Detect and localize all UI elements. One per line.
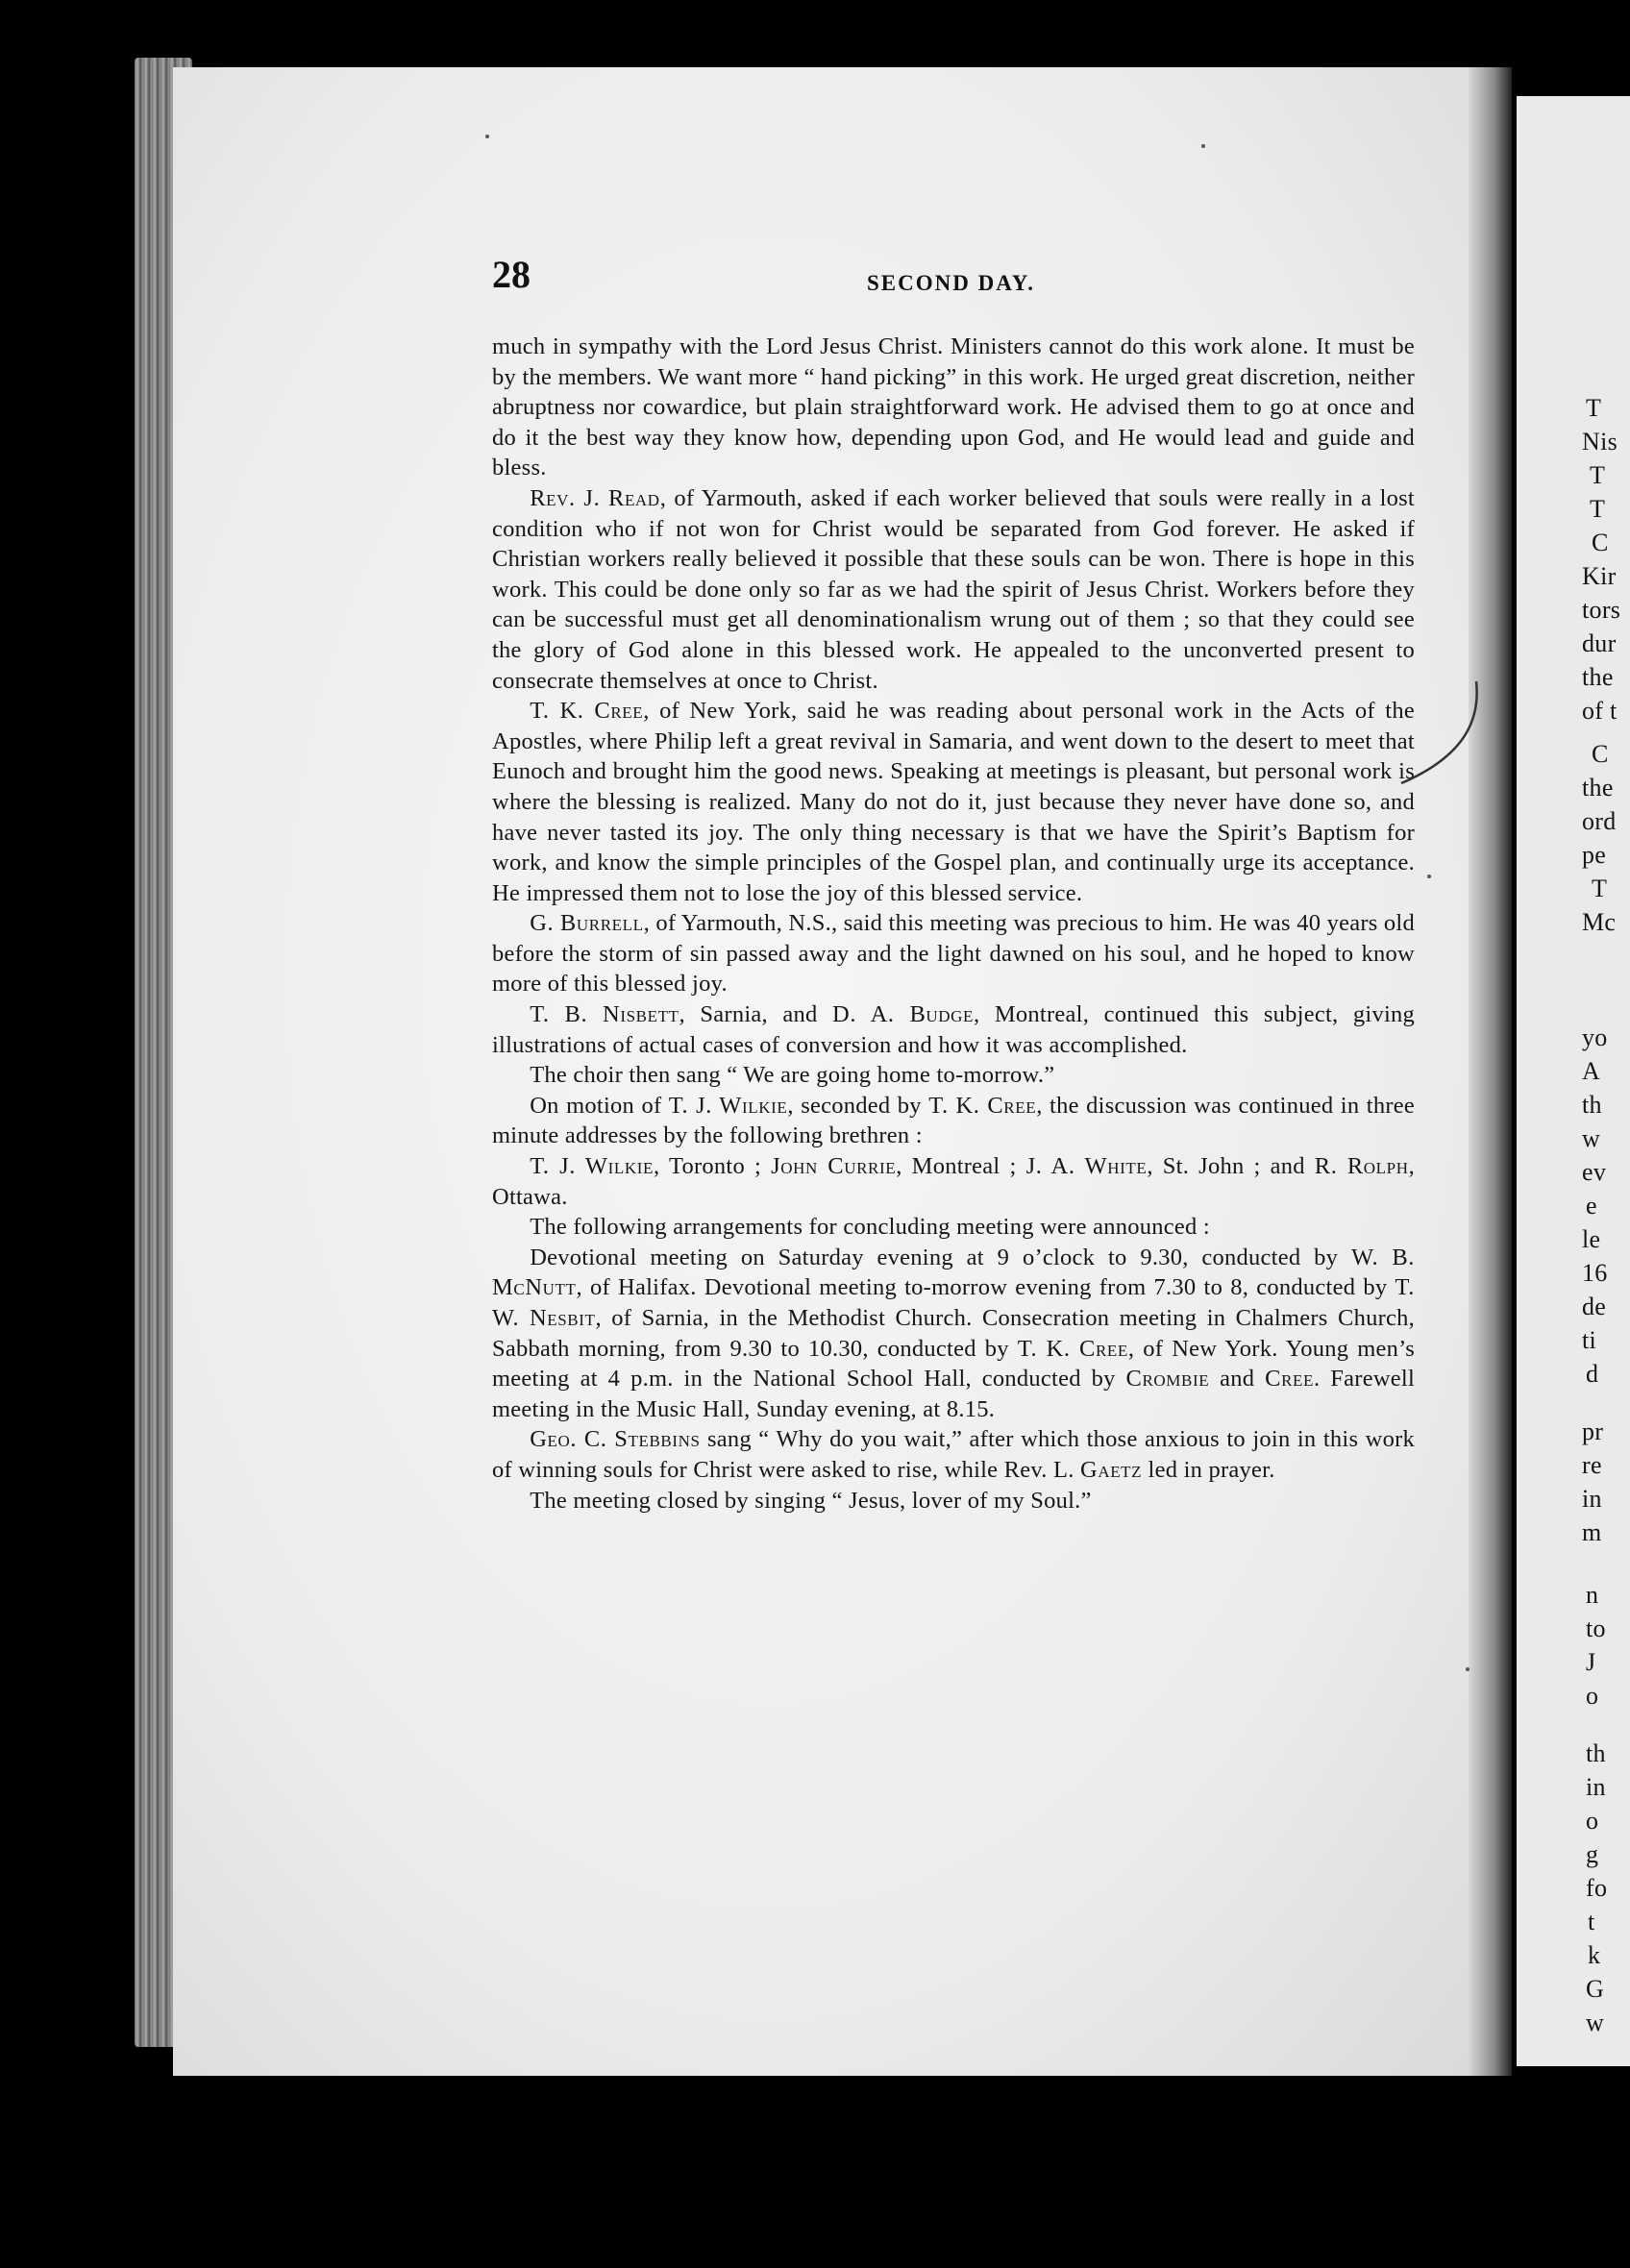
speaker-name: J. A. White [1025, 1153, 1148, 1180]
paragraph [492, 1060, 1415, 1091]
paper-speck [485, 135, 489, 138]
speaker-name: R. Rolph [1314, 1153, 1409, 1180]
paragraph-text: , of Sarnia, in the Methodist Church. Consecration meeting in Chalmers Church, Sabbath morning, from 9.30 to 10.30, conducted by [492, 1305, 1415, 1362]
speaker-name: John Currie [771, 1153, 897, 1180]
facing-page-text: n [1586, 1581, 1599, 1609]
speaker-name: T. K. Cree [1017, 1335, 1128, 1362]
paragraph [492, 696, 1415, 908]
paragraph-text: . Farewell meeting in the Music Hall, Sunday evening, at 8.15. [492, 1366, 1415, 1422]
facing-page-text: o [1586, 1807, 1599, 1835]
paragraph-text: , St. John ; and [1147, 1153, 1315, 1180]
facing-page-text: de [1582, 1293, 1607, 1320]
paragraph-text: sang “ Why do you wait,” after which those anxious to join in this work of winning souls for Christ were asked to rise, while Rev. L. [492, 1426, 1415, 1483]
facing-page-text: Kir [1582, 562, 1617, 590]
facing-page-text: dur [1582, 629, 1617, 657]
facing-page-text: ti [1582, 1326, 1597, 1354]
paragraph-text: , Montreal ; [896, 1153, 1026, 1180]
speaker-name: T. W. Nesbit [492, 1274, 1415, 1331]
facing-page-text: tors [1582, 596, 1621, 624]
facing-page-text: d [1586, 1360, 1599, 1388]
facing-page-text: A [1582, 1057, 1601, 1085]
page-header [492, 252, 1405, 300]
speaker-name: T. K. Cree [530, 698, 644, 725]
paragraph-text: , of New York. Young men’s meeting at 4 p.m. in the National School Hall, conducted by [492, 1335, 1415, 1393]
paragraph [492, 332, 1415, 483]
facing-page-text: J [1586, 1648, 1596, 1676]
facing-page-text: pr [1582, 1418, 1604, 1445]
facing-page-fragment [1517, 96, 1630, 2066]
facing-page-text: e [1586, 1192, 1597, 1220]
facing-page-text: T [1586, 394, 1602, 422]
book-gutter [1469, 67, 1512, 2076]
speaker-name: G. Burrell [530, 910, 644, 937]
paragraph [492, 1091, 1415, 1151]
paragraph [492, 1243, 1415, 1425]
paragraph-text: , Ottawa. [492, 1153, 1415, 1210]
speaker-name: W. B. McNutt [492, 1244, 1415, 1301]
speaker-name: T. J. Wilkie [668, 1092, 788, 1119]
speaker-name: T. K. Cree [928, 1092, 1037, 1119]
facing-page-text: to [1586, 1615, 1606, 1642]
paragraph-text: , Montreal, continued this subject, giving illustrations of actual cases of conversion and how it was accomplished. [492, 1001, 1416, 1058]
paragraph [492, 1212, 1415, 1243]
facing-page-text: th [1582, 1091, 1602, 1119]
paragraph-text: The choir then sang “ We are going home to-morrow.” [530, 1062, 1055, 1089]
speaker-name: Geo. C. Stebbins [530, 1426, 701, 1453]
facing-page-text: 16 [1582, 1259, 1608, 1287]
facing-page-text: k [1588, 1941, 1601, 1969]
facing-page-text: ord [1582, 807, 1617, 835]
paragraph [492, 1151, 1415, 1212]
paragraph-text: and [1209, 1366, 1266, 1393]
paragraph-text: , of New York, said he was reading about personal work in the Acts of the Apostles, where Philip left a great revival in Samaria, and went down to the desert to meet that Eunoch and brought him the good news. Speaking at meetings is pleasant, but personal work is where the blessing is realized. Many do not do it, just because they never have done so, and have never tasted its joy. The only thing necessary is that we have the Spirit’s Baptism for work, and know the simple principles of the Gospel plan, and continually urge its acceptance. He impressed them not to lose the joy of this blessed service. [492, 698, 1415, 906]
paragraph-text: , the discussion was continued in three minute addresses by the following brethren : [492, 1092, 1415, 1149]
facing-page-text: in [1582, 1485, 1602, 1513]
facing-page-text: the [1582, 663, 1614, 691]
facing-page-text: ev [1582, 1158, 1607, 1186]
facing-page-text: le [1582, 1225, 1601, 1253]
facing-page-text: o [1586, 1682, 1599, 1710]
facing-page-text: w [1582, 1124, 1601, 1152]
page-number: 28 [492, 253, 531, 296]
running-head: SECOND DAY. [867, 271, 1035, 295]
facing-page-text: Mc [1582, 908, 1617, 936]
paragraph-text: , of Yarmouth, N.S., said this meeting was precious to him. He was 40 years old before the storm of sin passed away and the light dawned on his soul, and he hoped to know more of this blessed joy. [492, 910, 1415, 998]
paragraph-text: led in prayer. [1142, 1456, 1275, 1483]
facing-page-text: w [1586, 2009, 1605, 2036]
paper-speck [1466, 1667, 1469, 1671]
speaker-name: Rev. J. Read [530, 484, 660, 511]
pencil-margin-mark [1392, 678, 1497, 793]
facing-page-text: in [1586, 1773, 1606, 1801]
facing-page-text: of t [1582, 697, 1618, 725]
facing-page-text: re [1582, 1451, 1602, 1479]
speaker-name: T. J. Wilkie [530, 1153, 654, 1180]
facing-page-text: T [1590, 495, 1606, 523]
speaker-name: D. A. Budge [832, 1001, 975, 1028]
speaker-name: Gaetz [1080, 1456, 1143, 1483]
facing-page-text: m [1582, 1518, 1602, 1546]
paragraph-text: The following arrangements for concluding meeting were announced : [530, 1214, 1210, 1241]
facing-page-text: T [1592, 875, 1608, 902]
facing-page-text: the [1582, 774, 1614, 801]
facing-page-text: th [1586, 1739, 1606, 1767]
paragraph-text: much in sympathy with the Lord Jesus Christ. Ministers cannot do this work alone. It must be by the members. We want more “ hand picking” in this work. He urged great discretion, neither abruptness nor cowardice, but plain straightforward work. He advised them to go at once and do it the best way they know how, depending upon God, and He would lead and guide and bless. [492, 333, 1415, 481]
speaker-name: T. B. Nisbett [530, 1001, 679, 1028]
facing-page-text: C [1592, 740, 1609, 768]
paragraph [492, 483, 1415, 696]
facing-page-text: C [1592, 529, 1609, 556]
paragraph [492, 908, 1415, 999]
facing-page-text: pe [1582, 841, 1607, 869]
facing-page-text: G [1586, 1975, 1605, 2003]
paragraph [492, 1424, 1415, 1485]
paper-speck [1427, 875, 1431, 878]
facing-page-text: T [1590, 461, 1606, 489]
paragraph-text: , of Yarmouth, asked if each worker believed that souls were really in a lost condition who if not won for Christ would be separated from God forever. He asked if Christian workers really believed it possible that these souls can be won. There is hope in this work. This could be done only so far as we had the spirit of Jesus Christ. Workers before they can be successful must get all denominationalism wrung out of them ; so that they could see the glory of God alone in this blessed work. He appealed to the unconverted present to consecrate themselves at once to Christ. [492, 484, 1415, 694]
facing-page-text: g [1586, 1840, 1599, 1868]
paragraph-text: , Sarnia, and [679, 1001, 833, 1028]
page-body [492, 332, 1415, 1516]
paper-speck [1201, 144, 1205, 148]
paragraph [492, 999, 1415, 1060]
facing-page-text: t [1588, 1908, 1595, 1935]
speaker-name: Crombie [1125, 1366, 1210, 1393]
paragraph-text: Devotional meeting on Saturday evening at 9 o’clock to 9.30, conducted by [530, 1244, 1351, 1270]
facing-page-text: yo [1582, 1023, 1608, 1051]
paragraph-text: , of Halifax. Devotional meeting to-morrow evening from 7.30 to 8, conducted by [576, 1274, 1395, 1301]
facing-page-text: fo [1586, 1874, 1608, 1902]
speaker-name: Cree [1265, 1366, 1314, 1393]
paragraph-text: On motion of [530, 1092, 669, 1119]
facing-page-text: Nis [1582, 428, 1618, 456]
paragraph-text: The meeting closed by singing “ Jesus, lover of my Soul.” [530, 1487, 1092, 1514]
paragraph-text: , seconded by [787, 1092, 929, 1119]
paragraph-text: , Toronto ; [653, 1153, 772, 1180]
paragraph [492, 1486, 1415, 1516]
